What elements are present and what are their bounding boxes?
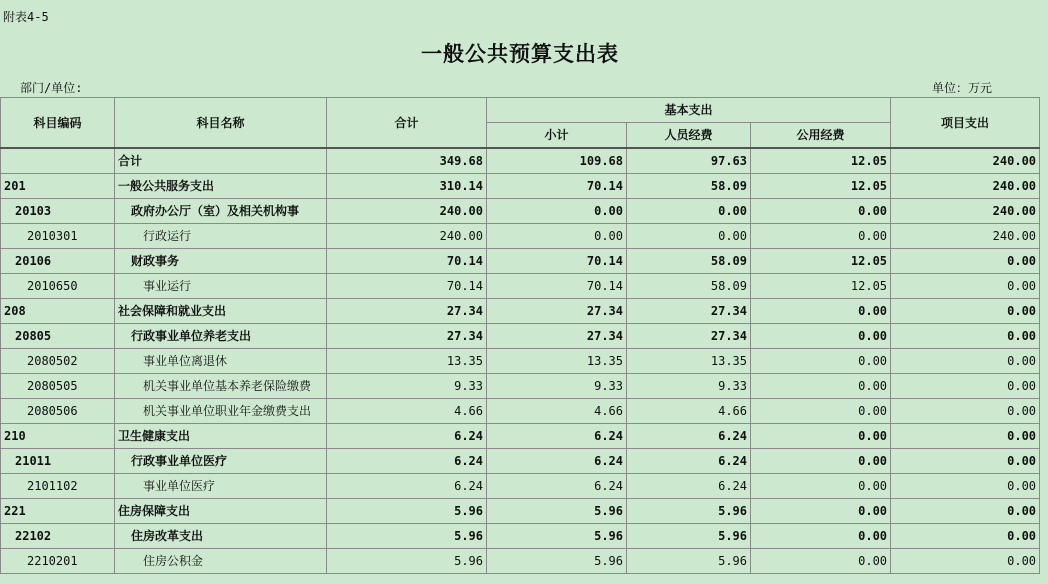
cell-public[interactable]: 0.00 (751, 549, 891, 574)
cell-public[interactable]: 0.00 (751, 199, 891, 224)
cell-public[interactable]: 12.05 (751, 274, 891, 299)
cell-code[interactable]: 20103 (1, 199, 115, 224)
cell-name[interactable]: 事业单位医疗 (115, 474, 327, 499)
cell-code[interactable]: 2080506 (1, 399, 115, 424)
table-row (1, 449, 1040, 474)
cell-project[interactable]: 240.00 (891, 174, 1040, 199)
cell-personnel[interactable]: 9.33 (627, 374, 751, 399)
cell-name[interactable]: 住房公积金 (115, 549, 327, 574)
table-row (1, 349, 1040, 374)
cell-project[interactable]: 240.00 (891, 224, 1040, 249)
cell-public[interactable]: 0.00 (751, 324, 891, 349)
cell-subtotal[interactable]: 27.34 (487, 324, 627, 349)
cell-project[interactable]: 0.00 (891, 274, 1040, 299)
cell-personnel[interactable]: 58.09 (627, 174, 751, 199)
cell-personnel[interactable]: 5.96 (627, 549, 751, 574)
cell-name[interactable]: 事业运行 (115, 274, 327, 299)
table-row (1, 174, 1040, 199)
cell-total[interactable]: 6.24 (327, 424, 487, 449)
cell-total[interactable]: 70.14 (327, 274, 487, 299)
cell-project[interactable]: 0.00 (891, 324, 1040, 349)
cell-code[interactable]: 2210201 (1, 549, 115, 574)
cell-personnel[interactable]: 6.24 (627, 449, 751, 474)
cell-total[interactable]: 9.33 (327, 374, 487, 399)
table-row (1, 299, 1040, 324)
cell-subtotal[interactable]: 70.14 (487, 174, 627, 199)
cell-total[interactable]: 5.96 (327, 499, 487, 524)
table-row (1, 224, 1040, 249)
cell-code[interactable]: 20106 (1, 249, 115, 274)
cell-name[interactable]: 行政运行 (115, 224, 327, 249)
cell-code[interactable]: 21011 (1, 449, 115, 474)
cell-project[interactable]: 0.00 (891, 374, 1040, 399)
page-title: 一般公共预算支出表 (421, 42, 619, 66)
table-row (1, 148, 1040, 174)
cell-code[interactable]: 2080502 (1, 349, 115, 374)
cell-code[interactable]: 2101102 (1, 474, 115, 499)
cell-public[interactable]: 0.00 (751, 424, 891, 449)
table-row (1, 499, 1040, 524)
cell-code[interactable] (1, 148, 115, 174)
cell-project[interactable]: 0.00 (891, 299, 1040, 324)
cell-project[interactable]: 0.00 (891, 524, 1040, 549)
cell-personnel[interactable]: 0.00 (627, 224, 751, 249)
cell-subtotal[interactable]: 13.35 (487, 349, 627, 374)
cell-code[interactable]: 208 (1, 299, 115, 324)
cell-name[interactable]: 行政事业单位养老支出 (115, 324, 327, 349)
cell-subtotal[interactable]: 5.96 (487, 549, 627, 574)
cell-public[interactable]: 0.00 (751, 524, 891, 549)
table-row (1, 199, 1040, 224)
cell-total[interactable]: 27.34 (327, 299, 487, 324)
cell-name[interactable]: 政府办公厅（室）及相关机构事 (115, 199, 327, 224)
cell-total[interactable]: 240.00 (327, 199, 487, 224)
cell-name[interactable]: 社会保障和就业支出 (115, 299, 327, 324)
cell-personnel[interactable]: 0.00 (627, 199, 751, 224)
header-total[interactable]: 合计 (327, 98, 487, 149)
cell-name[interactable]: 财政事务 (115, 249, 327, 274)
cell-project[interactable]: 0.00 (891, 349, 1040, 374)
cell-project[interactable]: 0.00 (891, 449, 1040, 474)
cell-personnel[interactable]: 97.63 (627, 148, 751, 174)
table-row (1, 274, 1040, 299)
cell-code[interactable]: 221 (1, 499, 115, 524)
cell-public[interactable]: 0.00 (751, 399, 891, 424)
cell-code[interactable]: 22102 (1, 524, 115, 549)
header-personnel[interactable]: 人员经费 (627, 123, 751, 149)
cell-personnel[interactable]: 5.96 (627, 499, 751, 524)
cell-code[interactable]: 2080505 (1, 374, 115, 399)
cell-personnel[interactable]: 6.24 (627, 424, 751, 449)
cell-total[interactable]: 6.24 (327, 474, 487, 499)
table-row (1, 549, 1040, 574)
header-name[interactable]: 科目名称 (115, 98, 327, 149)
cell-name[interactable]: 卫生健康支出 (115, 424, 327, 449)
table-row (1, 374, 1040, 399)
cell-code[interactable]: 20805 (1, 324, 115, 349)
cell-public[interactable]: 0.00 (751, 224, 891, 249)
table-row (1, 399, 1040, 424)
cell-name[interactable]: 事业单位离退休 (115, 349, 327, 374)
cell-personnel[interactable]: 27.34 (627, 324, 751, 349)
table-row (1, 424, 1040, 449)
unit-label: 单位：万元 (932, 81, 993, 95)
cell-project[interactable]: 0.00 (891, 499, 1040, 524)
cell-total[interactable]: 240.00 (327, 224, 487, 249)
cell-public[interactable]: 12.05 (751, 174, 891, 199)
cell-public[interactable]: 12.05 (751, 148, 891, 174)
cell-personnel[interactable]: 27.34 (627, 299, 751, 324)
cell-total[interactable]: 4.66 (327, 399, 487, 424)
cell-total[interactable]: 27.34 (327, 324, 487, 349)
cell-subtotal[interactable]: 0.00 (487, 199, 627, 224)
cell-total[interactable]: 5.96 (327, 524, 487, 549)
cell-name[interactable]: 机关事业单位职业年金缴费支出 (115, 399, 327, 424)
cell-public[interactable]: 0.00 (751, 499, 891, 524)
cell-subtotal[interactable]: 5.96 (487, 524, 627, 549)
cell-code[interactable]: 210 (1, 424, 115, 449)
cell-total[interactable]: 310.14 (327, 174, 487, 199)
cell-name[interactable]: 住房保障支出 (115, 499, 327, 524)
cell-name[interactable]: 机关事业单位基本养老保险缴费 (115, 374, 327, 399)
appendix-label: 附表4-5 (3, 10, 49, 24)
header-subtotal[interactable]: 小计 (487, 123, 627, 149)
header-basic[interactable]: 基本支出 (487, 98, 891, 123)
cell-name[interactable]: 合计 (115, 148, 327, 174)
table-row (1, 324, 1040, 349)
cell-public[interactable]: 0.00 (751, 374, 891, 399)
cell-code[interactable]: 201 (1, 174, 115, 199)
cell-public[interactable]: 12.05 (751, 249, 891, 274)
cell-name[interactable]: 行政事业单位医疗 (115, 449, 327, 474)
cell-subtotal[interactable]: 6.24 (487, 424, 627, 449)
cell-subtotal[interactable]: 6.24 (487, 474, 627, 499)
header-code[interactable]: 科目编码 (1, 98, 115, 149)
cell-personnel[interactable]: 5.96 (627, 524, 751, 549)
cell-name[interactable]: 一般公共服务支出 (115, 174, 327, 199)
cell-personnel[interactable]: 58.09 (627, 249, 751, 274)
header-public[interactable]: 公用经费 (751, 123, 891, 149)
cell-total[interactable]: 70.14 (327, 249, 487, 274)
department-label: 部门/单位: (20, 81, 83, 95)
cell-project[interactable]: 240.00 (891, 148, 1040, 174)
cell-project[interactable]: 0.00 (891, 549, 1040, 574)
cell-subtotal[interactable]: 70.14 (487, 274, 627, 299)
cell-subtotal[interactable]: 70.14 (487, 249, 627, 274)
cell-personnel[interactable]: 6.24 (627, 474, 751, 499)
budget-table (0, 97, 1040, 574)
cell-project[interactable]: 0.00 (891, 424, 1040, 449)
cell-personnel[interactable]: 58.09 (627, 274, 751, 299)
cell-name[interactable]: 住房改革支出 (115, 524, 327, 549)
cell-public[interactable]: 0.00 (751, 449, 891, 474)
table-row (1, 249, 1040, 274)
cell-code[interactable]: 2010650 (1, 274, 115, 299)
cell-project[interactable]: 0.00 (891, 399, 1040, 424)
cell-subtotal[interactable]: 109.68 (487, 148, 627, 174)
cell-project[interactable]: 240.00 (891, 199, 1040, 224)
cell-subtotal[interactable]: 27.34 (487, 299, 627, 324)
cell-subtotal[interactable]: 0.00 (487, 224, 627, 249)
table-row (1, 474, 1040, 499)
cell-personnel[interactable]: 13.35 (627, 349, 751, 374)
cell-total[interactable]: 6.24 (327, 449, 487, 474)
cell-total[interactable]: 5.96 (327, 549, 487, 574)
cell-total[interactable]: 349.68 (327, 148, 487, 174)
cell-subtotal[interactable]: 6.24 (487, 449, 627, 474)
table-body (1, 148, 1040, 574)
cell-public[interactable]: 0.00 (751, 299, 891, 324)
cell-total[interactable]: 13.35 (327, 349, 487, 374)
cell-project[interactable]: 0.00 (891, 474, 1040, 499)
cell-subtotal[interactable]: 4.66 (487, 399, 627, 424)
cell-subtotal[interactable]: 5.96 (487, 499, 627, 524)
table-row (1, 524, 1040, 549)
cell-code[interactable]: 2010301 (1, 224, 115, 249)
cell-public[interactable]: 0.00 (751, 349, 891, 374)
cell-project[interactable]: 0.00 (891, 249, 1040, 274)
cell-public[interactable]: 0.00 (751, 474, 891, 499)
cell-personnel[interactable]: 4.66 (627, 399, 751, 424)
header-project[interactable]: 项目支出 (891, 98, 1040, 149)
cell-subtotal[interactable]: 9.33 (487, 374, 627, 399)
